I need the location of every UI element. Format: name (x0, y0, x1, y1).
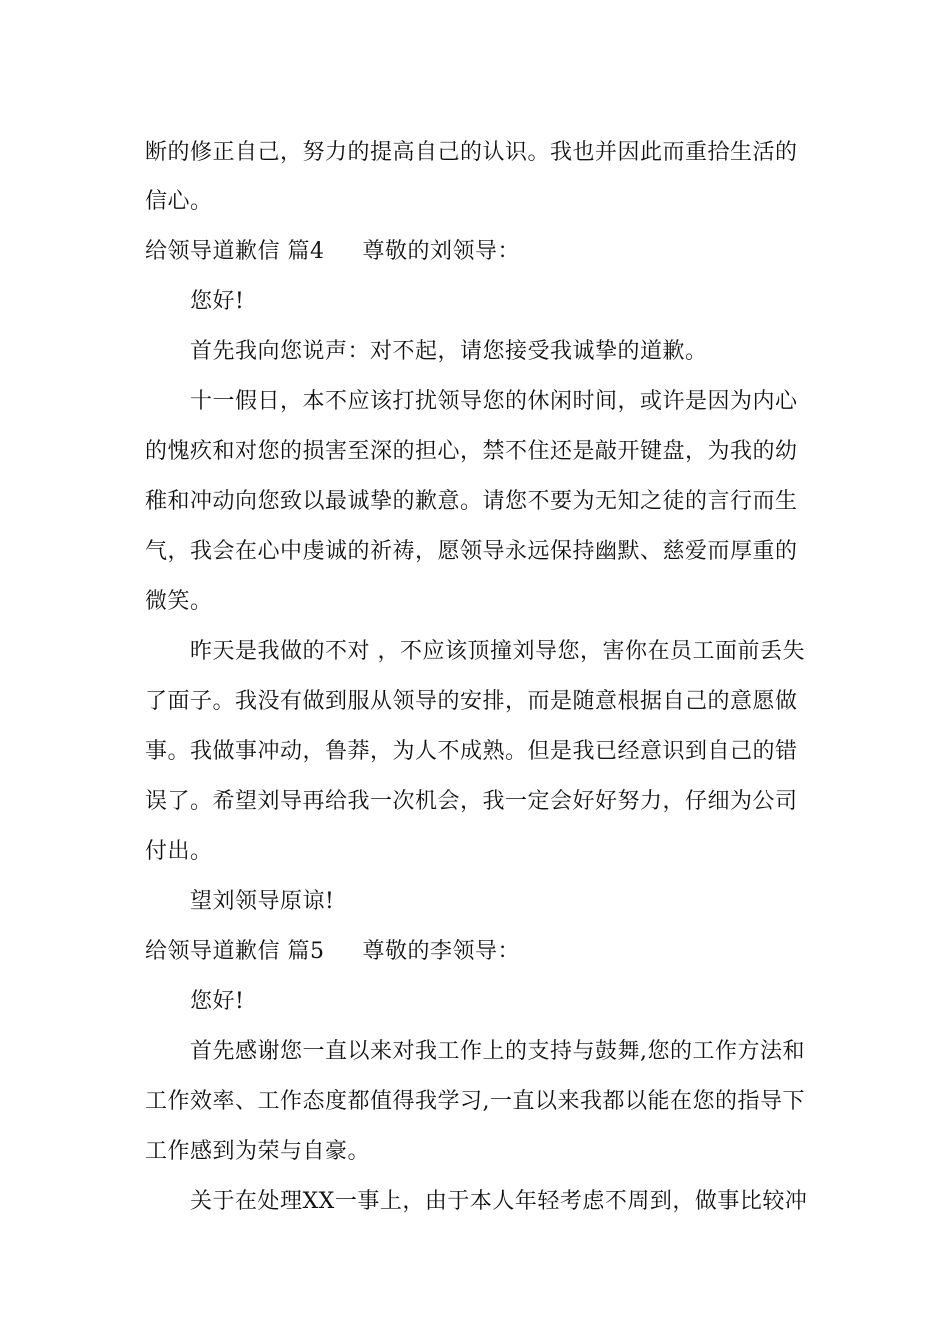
body-line: 气，我会在心中虔诚的祈祷，愿领导永远保持幽默、慈爱而厚重的 (145, 539, 798, 564)
body-line: 工作效率、工作态度都值得我学习,一直以来我都以能在您的指导下 (145, 1089, 805, 1114)
body-line: 首先我向您说声：对不起，请您接受我诚挚的道歉。 (190, 339, 708, 364)
body-line: 十一假日，本不应该打扰领导您的休闲时间，或许是因为内心 (190, 389, 798, 414)
body-line: 首先感谢您一直以来对我工作上的支持与鼓舞,您的工作方法和 (190, 1039, 805, 1064)
body-line: 事。我做事冲动，鲁莽，为人不成熟。但是我已经意识到自己的错 (145, 739, 798, 764)
body-line: 微笑。 (145, 589, 213, 614)
greeting: 您好! (190, 989, 245, 1014)
body-line: 稚和冲动向您致以最诚挚的歉意。请您不要为无知之徒的言行而生 (145, 489, 798, 514)
body-line: 的愧疚和对您的损害至深的担心，禁不住还是敲开键盘，为我的幼 (145, 439, 798, 464)
body-line: 误了。希望刘导再给我一次机会，我一定会好好努力，仔细为公司 (145, 789, 798, 814)
body-line: 工作感到为荣与自豪。 (145, 1139, 371, 1164)
salutation: 尊敬的刘领导： (362, 239, 521, 264)
body-line: 信心。 (145, 189, 213, 214)
section-title: 给领导道歉信 篇5 (145, 939, 325, 964)
greeting: 您好! (190, 289, 245, 314)
body-line: 关于在处理XX一事上，由于本人年轻考虑不周到，做事比较冲 (190, 1189, 808, 1214)
body-line: 断的修正自己，努力的提高自己的认识。我也并因此而重拾生活的 (145, 140, 798, 165)
body-line: 了面子。我没有做到服从领导的安排，而是随意根据自己的意愿做 (145, 689, 798, 714)
closing-line: 望刘领导原谅! (190, 889, 335, 914)
section-heading-5 (145, 938, 520, 966)
section-heading-4 (145, 238, 520, 266)
section-title: 给领导道歉信 篇4 (145, 239, 325, 264)
body-line: 昨天是我做的不对 ，不应该顶撞刘导您，害你在员工面前丢失 (190, 639, 805, 664)
salutation: 尊敬的李领导： (362, 939, 521, 964)
body-line: 付出。 (145, 839, 213, 864)
